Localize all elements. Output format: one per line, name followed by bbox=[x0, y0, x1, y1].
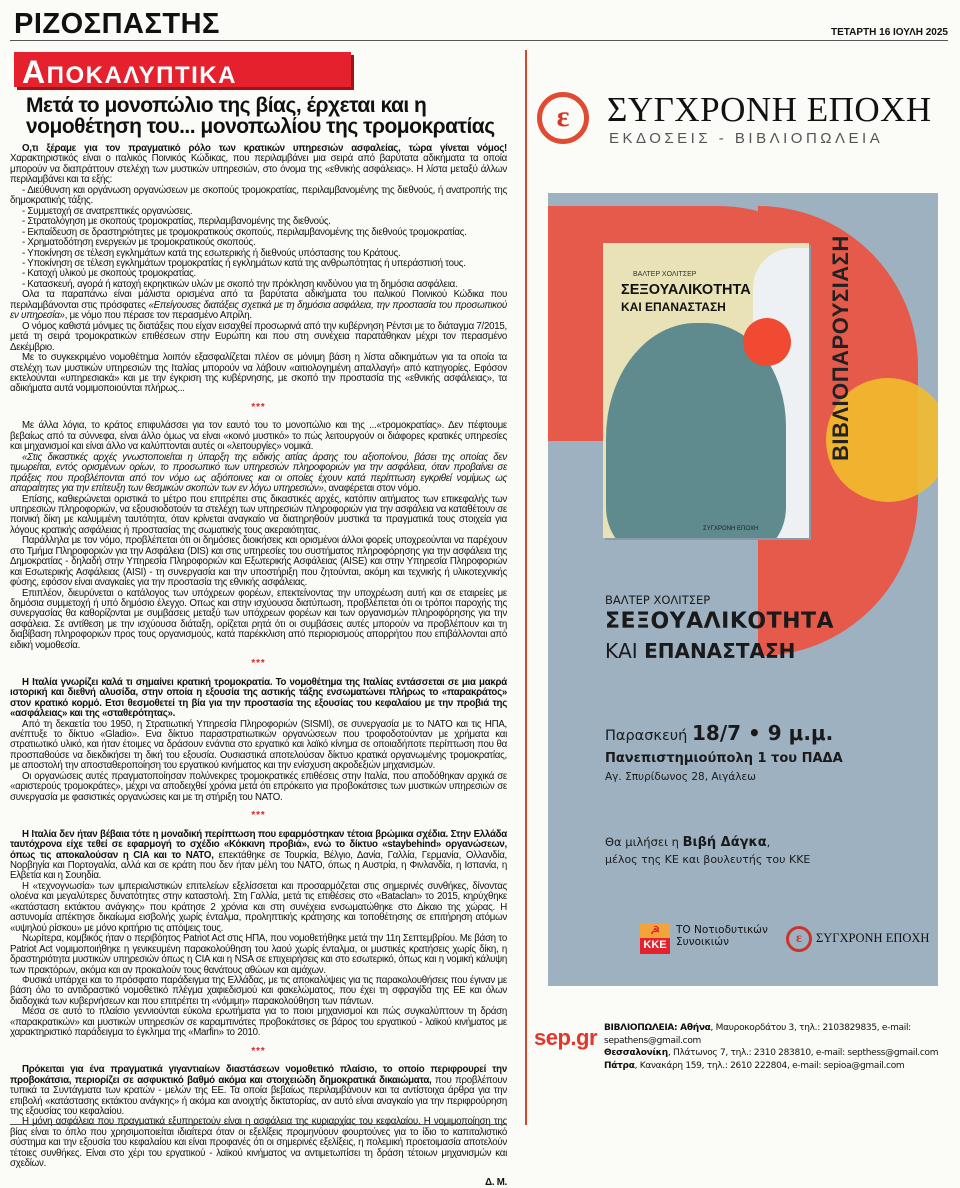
text: Η μόνη ασφάλεια που πραγματικά εξυπηρετούν είναι η ασφάλεια της κυριαρχίας του κεφαλαίου. Η νομιμοποίηση της βίας είναι το όπλο που χρησιμοποιείται ιδιαίτερα όταν οι εξελίξεις προμηνύουν φουρτούνες για το ίδιο το καπιταλιστικό σύστημα και την εξουσία του κεφαλαίου και είναι προφανές ότι οι σημερινές εξελίξεις, η πολεμική προετοιμασία αποτελούν τέτοιες συνθήκες. Είναι στο χέρι του εργατικού - λαϊκού κινήματος να αντιμετωπίσει τη δράση τέτοιων μηχανισμών και σχεδίων. bbox=[10, 1116, 507, 1170]
article-paragraph bbox=[10, 678, 507, 720]
website-link[interactable]: sep.gr bbox=[534, 1025, 598, 1050]
event-book-title: ΣΕΞΟΥΑΛΙΚΟΤΗΤΑ bbox=[605, 609, 835, 634]
section-separator: *** bbox=[251, 810, 266, 822]
text: - Διεύθυνση και οργάνωση οργανώσεων με σκοπούς τρομοκρατίας, περιλαμβανομένης της διεθνούς, ή ανατροπής της δημοκρατικής τάξης. bbox=[10, 184, 507, 207]
text: - Συμμετοχή σε ανατρεπτικές οργανώσεις. bbox=[22, 205, 193, 217]
text: Επιπλέον, διευρύνεται ο κατάλογος των υπόχρεων φορέων, επεκτείνοντας την υποχρέωση αυτή και σε εταιρείες με δημόσια συμμετοχή ή υπό δημόσιο έλεγχο. Οπως και στην ισχύουσα διατύπωση, προβλέπεται ότι οι τρόποι παροχής της συνεργασίας θα καθορίζονται με συμβάσεις μεταξύ των υπόχρεων φορέων και των οργανισμών πληροφόρησης για την ασφάλεια. Σε αντίθεση με την ισχύουσα διάταξη, ορίζεται ρητά ότι οι συμβάσεις αυτές μπορούν να προβλέπουν και τη διαβίβαση πληροφοριών προς τους οργανισμούς, κατά παρέκκλιση από περιορισμούς απορρήτου που επιβάλλονται από ειδική νομοθεσία. bbox=[10, 587, 507, 651]
title-small: ΚΑΙ bbox=[605, 639, 645, 663]
speaker-pre: Θα μιλήσει η bbox=[605, 835, 683, 849]
bold-text: Η Ιταλία γνωρίζει καλά τι σημαίνει κρατική τρομοκρατία. Το νομοθέτημα της Ιταλίας εντάσσεται σε μια μακρά ιστορική και διεθνή αλυσίδα, στην οποία η εξουσία της αστικής τάξης ενσωματώνει πλήρως το «παρακράτος» στον κρατικό κορμό. Ετσι θεσμοθετεί τη βία για την προστασία της εξουσίας του κεφαλαίου με την προβιά της «ασφάλειας» και της «σταθερότητας». bbox=[10, 676, 507, 720]
bold-text: Πρόκειται για ένα πραγματικά γιγαντιαίων διαστάσεων νομοθετικό πλαίσιο, το οποίο περιφρουρεί την προβοκάτσια, περιορίζει σε ασφυκτικό βαθμό ακόμα και στοιχειώδη δημοκρατικά δικαιώματα, bbox=[10, 1064, 507, 1086]
article-paragraph bbox=[10, 589, 507, 652]
article-body bbox=[10, 144, 507, 1188]
cover-title-line2: ΚΑΙ ΕΠΑΝΑΣΤΑΣΗ bbox=[621, 300, 726, 314]
store-label: Πάτρα bbox=[604, 1060, 635, 1071]
article-paragraph bbox=[10, 1007, 507, 1038]
article-paragraph bbox=[10, 536, 507, 588]
cover-author: ΒΑΛΤΕΡ ΧΟΛΙΤΣΕΡ bbox=[633, 271, 697, 278]
text: επεκτάθηκε σε Τουρκία, Βέλγιο, Δανία, Γαλλία, Γερμανία, Ολλανδία, Νορβηγία και Πορτογαλία, αλλά και σε κράτη που δεν ήταν μέλη του ΝΑΤΟ, όπως η Αυστρία, η Φινλανδία, η Ισπανία, η Ελβετία και η Σουηδία. bbox=[10, 849, 507, 882]
title-big: ΕΠΑΝΑΣΤΑΣΗ bbox=[644, 639, 796, 663]
italic-quote: «Επείγουσες διατάξεις σχετικά με τη δημόσια ασφάλεια, την προστασία του προσωπικού εν υπηρεσία» bbox=[10, 299, 507, 322]
publisher-subtitle: ΕΚΔΟΣΕΙΣ - ΒΙΒΛΙΟΠΩΛΕΙΑ bbox=[609, 130, 884, 147]
author-signature: Δ. Μ. bbox=[485, 1176, 507, 1188]
store-details: , Πλάτωνος 7, τηλ.: 2310 283810, e-mail: septhess@gmail.com bbox=[667, 1048, 939, 1058]
cover-publisher: ΣΥΓΧΡΟΝΗ ΕΠΟΧΗ bbox=[703, 526, 759, 532]
text: , με νόμο που πέρασε τον περασμένο Απρίλη. bbox=[64, 310, 252, 322]
article-paragraph bbox=[10, 453, 507, 495]
speaker-name: Βιβή Δάγκα bbox=[682, 835, 767, 850]
bookstore-list bbox=[604, 1022, 954, 1072]
cover-title-line1: ΣΕΞΟΥΑΛΙΚΟΤΗΤΑ bbox=[621, 282, 751, 298]
text: που προβλέπουν τυπικά τα Συντάγματα των κρατών - μελών της ΕΕ. Τα οποία βεβαίως περιλαμβάνουν και τα αντίστοιχα άρθρα για την επιβολή «κατάστασης εκτάκτου ανάγκης» ή ακόμα και ανοιχτής δικτατορίας, αν αυτό είναι αναγκαίο για την περιφρούρηση της εξουσίας του κεφαλαίου. bbox=[10, 1074, 507, 1117]
article-paragraph bbox=[10, 322, 507, 353]
text: - Χρηματοδότηση ενεργειών με τρομοκρατικούς σκοπούς. bbox=[22, 237, 256, 249]
article-paragraph bbox=[10, 1117, 507, 1169]
section-separator: *** bbox=[251, 658, 266, 670]
column-divider bbox=[525, 50, 527, 1125]
publisher-logo-icon: ε bbox=[537, 92, 589, 144]
vertical-label: ΒΙΒΛΙΟΠΑΡΟΥΣΙΑΣΗ bbox=[828, 235, 853, 461]
bold-text: Η Ιταλία δεν ήταν βέβαια τότε η μοναδική περίπτωση που εφαρμόστηκαν τέτοια βρώμικα σχέδια. Στην Ελλάδα ταυτόχρονα είχε τεθεί σε εφαρμογή το σχέδιο «Κόκκινη προβιά», ενώ το δίκτυο «staybehind» οργανώσεων, όπως τις αποκαλούσαν η CIA και το ΝΑΤΟ, bbox=[10, 828, 507, 861]
italic-quote: «Στις δικαστικές αρχές γνωστοποιείται η ύπαρξη της ειδικής αιτίας άρσης του αξιοποίνου, βάσει της οποίας δεν τιμωρείται, εντός ορισμένων ορίων, το προσωπικό των υπηρεσιών πληροφοριών για την ασφάλεια, όταν προβαίνει σε πράξεις που προβλέπονται από τον νόμο ως αξιόποινες και οι οποίες έχουν κατά περίπτωση εγκριθεί νομίμως ως απαραίτητες για την επίτευξη των θεσμικών σκοπών των εν λόγω υπηρεσιών» bbox=[10, 451, 507, 495]
text: Παράλληλα με τον νόμο, προβλέπεται ότι οι δημόσιες διοικήσεις και ορισμένοι άλλοι φορείς υποχρεούνται να παρέχουν στο Τμήμα Πληροφοριών για την Ασφάλεια (DIS) και στις υπηρεσίες του συστήματος πληροφόρησης για την ασφάλεια της Δημοκρατίας - δηλαδή στην Υπηρεσία Πληροφοριών και Εξωτερικής Ασφάλειας (AISE) και στην Υπηρεσία Πληροφοριών και Εσωτερικής Ασφάλειας (AISI) - τη συνεργασία και την υποστήριξη που ζητούνται, ακόμη και τεχνικής ή υλικοτεχνικής φύσης, εφόσον είναι αναγκαίες για την προστασία της εθνικής ασφάλειας. bbox=[10, 535, 507, 589]
speaker-comma: , bbox=[766, 835, 771, 849]
store-details: , Κανακάρη 159, τηλ.: 2610 222804, e-mail: sepioa@gmail.com bbox=[634, 1060, 905, 1071]
event-author: ΒΑΛΤΕΡ ΧΟΛΙΤΣΕΡ bbox=[605, 593, 711, 607]
store-label: Θεσσαλονίκη bbox=[604, 1048, 668, 1058]
event-book-title-2 bbox=[605, 639, 795, 663]
text: Φυσικά υπάρχει και το πρόσφατο παράδειγμα της Ελλάδας, με τις αποκαλύψεις για τις παρακολουθήσεις που έγιναν με βάση όλο το αντιδραστικό νομοθετικό πλέγμα χαφιεδισμού και φακελώματος, που έχει τη σφραγίδα της ΕΕ και όλων διαδοχικά των κυβερνήσεων και που επιτρέπει τη «νόμιμη» παρακολούθηση των πάντων. bbox=[10, 974, 507, 1007]
header-rule bbox=[10, 40, 948, 41]
bold-text: Ο,τι ξέραμε για τον πραγματικό ρόλο των κρατικών υπηρεσιών ασφαλείας, τώρα γίνεται νόμος! bbox=[22, 143, 507, 154]
store-patra bbox=[604, 1060, 954, 1073]
text: - Κατασκευή, αγορά ή κατοχή εκρηκτικών υλών με σκοπό την πρόκληση κινδύνου για τη δημόσια ασφάλεια. bbox=[22, 278, 458, 290]
article-paragraph bbox=[10, 495, 507, 537]
event-address: Αγ. Σπυρίδωνος 28, Αιγάλεω bbox=[605, 771, 756, 783]
text: Η «τεχνογνωσία» των ιμπεριαλιστικών επιτελείων εξελίσσεται και προσαρμόζεται στις σημερινές συνθήκες, δίνοντας ολοένα και μεγαλύτερες δυνατότητες στην καταστολή. Στη Γαλλία, μετά τις επιθέσεις στο «Bataclan» το 2015, κηρύχθηκε «κατάσταση εκτάκτου ανάγκης» που κράτησε 2 χρόνια και στη συνέχεια ενσωματώθηκε στο Δίκαιο της χώρας. Η αστυνομία απέκτησε δικαίωμα εισβολής χωρίς ένταλμα, προληπτικής κράτησης και τοποθέτησης σε επιτήρηση ατόμων «υψηλού ρίσκου» με μόνο κριτήριο τις απόψεις τους. bbox=[10, 880, 507, 934]
text: Ολα τα παραπάνω είναι μάλιστα ορισμένα από τα βαρύτατα αδικήματα του ιταλικού Ποινικού Κώδικα που περιλαμβάνονται στις πρόσφατες bbox=[10, 289, 507, 311]
section-separator: *** bbox=[251, 1045, 266, 1057]
article-paragraph bbox=[10, 830, 507, 882]
store-thessaloniki bbox=[604, 1047, 954, 1060]
section-separator: *** bbox=[251, 401, 266, 413]
article-headline: Μετά το μονοπώλιο της βίας, έρχεται και η νομοθέτηση του... μονοπωλίου της τρομοκρατίας bbox=[26, 94, 495, 138]
text: Χαρακτηριστικός είναι ο ιταλικός Ποινικός Κώδικας, που περιλαμβάνει μια σειρά από βαρύτατα αδικήματα τα οποία μπορούν να διαπράττουν στελέχη των μυστικών υπηρεσιών, στο όνομα της «εθνικής ασφάλειας». Η λίστα μεταξύ άλλων περιλαμβάνει και τα εξής: bbox=[10, 153, 507, 186]
speaker-role: μέλος της ΚΕ και βουλευτής του ΚΚΕ bbox=[605, 853, 811, 866]
kke-logo-text: ΚΚΕ bbox=[643, 939, 667, 951]
store-details: , Μαυροκορδάτου 3, τηλ.: 2103829835, e-mail: sepathens@gmail.com bbox=[604, 1023, 911, 1046]
publisher-small-logo-icon: ε bbox=[786, 926, 812, 952]
kicker-rest: ΠΟΚΑΛΥΠΤΙΚΑ bbox=[46, 62, 237, 89]
newspaper-masthead: ΡΙΖΟΣΠΑΣΤΗΣ bbox=[14, 8, 220, 40]
article-paragraph bbox=[10, 421, 507, 452]
text: Με άλλα λόγια, το κράτος επιφυλάσσει για τον εαυτό του το μονοπώλιο και της ...«τρομοκρατίας». Δεν πέφτουμε βεβαίως από τα σύννεφα, είναι άλλο όμως να είναι «κοινό μυστικό» το πώς λειτουργούν οι διάφορες κρατικές υπηρεσίες και μηχανισμοί και είναι άλλο να καλύπτονται αυτές οι «λειτουργίες» νομικά. bbox=[10, 420, 507, 453]
text: Με το συγκεκριμένο νομοθέτημα λοιπόν εξασφαλίζεται πλέον σε μόνιμη βάση η λίστα αδικημάτων για τα οποία τα στελέχη των μυστικών υπηρεσιών της Ιταλίας μπορούν να λάβουν «αιτιολογημένη απαλλαγή» από κατηγορίες. Εφόσον εκτελούνται «υπηρεσιακά» και με την έγκριση της κυβέρνησης, με σκοπό την προστασία της «εθνικής ασφάλειας», τα αδικήματα αυτά νομιμοποιούνται πλήρως... bbox=[10, 352, 507, 395]
book-presentation-ad bbox=[548, 193, 938, 986]
article-paragraph bbox=[10, 882, 507, 934]
event-venue: Πανεπιστημιούπολη 1 του ΠΑΔΑ bbox=[605, 751, 843, 766]
article-paragraph bbox=[10, 976, 507, 1007]
text: - Υποκίνηση σε τέλεση εγκλημάτων κατά της εσωτερικής ή διεθνούς υπόστασης του Κράτους. bbox=[22, 247, 401, 259]
store-label: ΒΙΒΛΙΟΠΩΛΕΙΑ: Αθήνα bbox=[604, 1023, 711, 1033]
article-paragraph bbox=[10, 772, 507, 803]
text: - Στρατολόγηση με σκοπούς τρομοκρατίας, περιλαμβανομένης της διεθνούς. bbox=[22, 216, 331, 228]
hammer-sickle-icon: ☭ bbox=[640, 924, 670, 938]
article-paragraph bbox=[10, 290, 507, 321]
issue-date: ΤΕΤΑΡΤΗ 16 ΙΟΥΛΗ 2025 bbox=[830, 27, 948, 38]
event-date-time: 18/7 • 9 μ.μ. bbox=[692, 721, 834, 745]
article-paragraph bbox=[10, 934, 507, 976]
text: Ο νόμος καθιστά μόνιμες τις διατάξεις που είχαν εισαχθεί προσωρινά από την κυβέρνηση Ρέντσι με το διάταγμα 7/2015, μετά τη σειρά τρομοκρατικών επιθέσεων στην Ευρώπη και που στη συνέχεια παρατάθηκαν μέχρι τον περασμένο Δεκέμβριο. bbox=[10, 320, 507, 353]
event-datetime bbox=[605, 721, 833, 748]
article-column bbox=[10, 95, 507, 1188]
article-paragraph bbox=[10, 720, 507, 772]
article-paragraph bbox=[10, 1065, 507, 1117]
event-speaker bbox=[605, 834, 770, 851]
kke-logo-icon bbox=[640, 924, 670, 954]
book-cover bbox=[603, 243, 809, 538]
article-paragraph bbox=[10, 353, 507, 395]
text: - Εκπαίδευση σε δραστηριότητες με τρομοκρατικούς σκοπούς, περιλαμβανομένης της διεθνούς τρομοκρατίας. bbox=[22, 226, 467, 238]
cover-red-dot bbox=[743, 318, 791, 366]
section-kicker bbox=[14, 52, 351, 90]
article-paragraph bbox=[10, 186, 507, 207]
store-athens bbox=[604, 1022, 954, 1047]
text: - Υποκίνηση σε τέλεση εγκλημάτων τρομοκρατίας ή εγκλημάτων κατά της ανθρωπότητας ή υπεράσπισή τους. bbox=[22, 257, 466, 269]
text: Νωρίτερα, κομβικός ήταν ο περιβόητος Patriot Act στις ΗΠΑ, που νομοθετήθηκε μετά την 11η Σεπτεμβρίου. Με βάση το Patriot Act νομιμοποιήθηκε η γενικευμένη παρακολούθηση του λαού χωρίς ένταλμα, οι μυστικές κρατήσεις χωρίς δίκη, η δραστηριότητα μυστικών υπηρεσιών όπως η CIA και η NSA σε επιχειρήσεις και στο εσωτερικό, όπως και η νομική κάλυψη των πρακτόρων, ακόμα και αν προκαλούν τους θανάτους αθώων και αμάχων. bbox=[10, 933, 507, 976]
text: , αναφέρεται στον νόμο. bbox=[323, 483, 421, 495]
publisher-footer-name: ΣΥΓΧΡΟΝΗ ΕΠΟΧΗ bbox=[816, 931, 930, 945]
kicker-initial: Α bbox=[22, 54, 47, 90]
text: Οι οργανώσεις αυτές πραγματοποίησαν πολύνεκρες τρομοκρατικές επιθέσεις στην Ιταλία, που αποδόθηκαν αρχικά σε «αριστερούς τρομοκράτες», μέχρι να αποδειχθεί χρόνια μετά ότι επρόκειτο για προβοκάτσιες των μυστικών υπηρεσιών σε συνεργασία με φασιστικές οργανώσεις και με τη στήριξη του ΝΑΤΟ. bbox=[10, 770, 507, 803]
event-day: Παρασκευή bbox=[605, 728, 692, 744]
publisher-name: ΣΥΓΧΡΟΝΗ ΕΠΟΧΗ bbox=[607, 90, 932, 129]
text: Μέσα σε αυτό το πλαίσιο γεννιούνται εύκολα ερωτήματα για το ποιοι μηχανισμοί και πώς συγκαλύπτουν τη δράση «παρακρατικών» και μυστικών υπηρεσιών σε καραμπινάτες προβοκάτσιες σε βάρος του εργατικού - λαϊκού κινήματος με χαρακτηριστικό παράδειγμα το έγκλημα της «Marfin» το 2010. bbox=[10, 1006, 507, 1039]
text: Από τη δεκαετία του 1950, η Στρατιωτική Υπηρεσία Πληροφοριών (SISMI), σε συνεργασία με το ΝΑΤΟ και τις ΗΠΑ, ανέπτυξε το δίκτυο «Gladio». Ενα δίκτυο παραστρατιωτικών οργανώσεων που τροφοδοτούνταν με χρήματα και στρατιωτικό υλικό, και ήταν έτοιμες να δράσουν ενάντια στο εργατικό και λαϊκό κίνημα σε οποιαδήποτε περίπτωση που θα προσπαθούσε να διεκδικήσει τη δική του εξουσία. Ουσιαστικά αποτελούσαν δίκτυο κρατικά οργανωμένης τρομοκρατίας, με αποστολή την αποσταθεροποίηση του εργατικού κινήματος και την ενίσχυση ακροδεξιών μηχανισμών. bbox=[10, 718, 507, 772]
text: Επίσης, καθιερώνεται οριστικά το μέτρο που επιτρέπει στις δικαστικές αρχές, κατόπιν αιτήματος των επικεφαλής των υπηρεσιών πληροφοριών, να εξουσιοδοτούν τα στελέχη των υπηρεσιών πληροφοριών για την ασφάλεια να καταθέτουν σε ποινική δίκη με καλυμμένη ταυτότητα, όταν κρίνεται αναγκαίο να διατηρηθούν μυστικά τα πραγματικά τους στοιχεία για λόγους κρατικής ασφάλειας ή προστασίας της σωματικής τους ακεραιότητας. bbox=[10, 493, 507, 536]
footer-rule bbox=[10, 1124, 507, 1125]
article-paragraph bbox=[10, 144, 507, 186]
text: - Κατοχή υλικού με σκοπούς τρομοκρατίας. bbox=[22, 268, 196, 280]
kke-organization: ΤΟ Νοτιοδυτικών Συνοικιών bbox=[676, 924, 768, 948]
